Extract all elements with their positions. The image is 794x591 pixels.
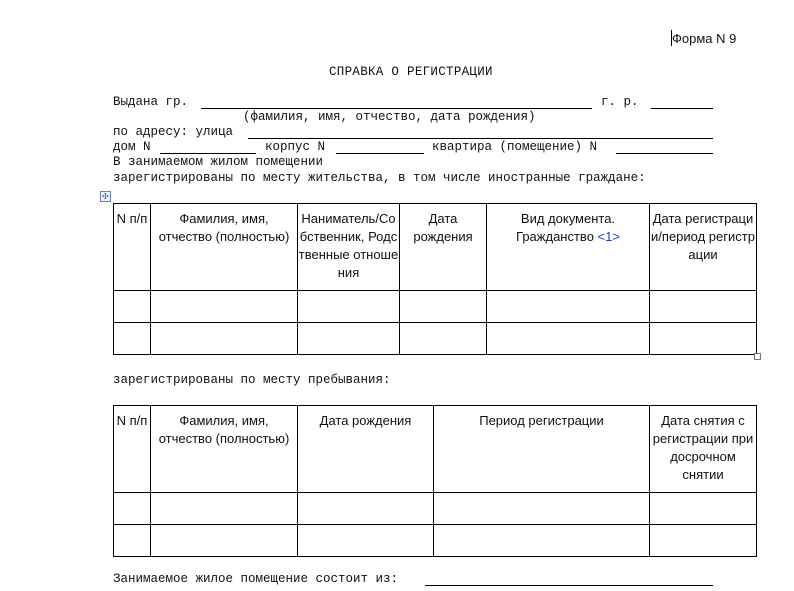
table-row — [114, 493, 757, 525]
header-fio: Фамилия, имя, отчество (полностью) — [151, 204, 298, 291]
header-document-label: Вид документа. Гражданство — [516, 211, 616, 244]
header-birth-date: Дата рождения — [298, 406, 434, 493]
fio-field-line[interactable] — [201, 108, 592, 109]
apartment-label: квартира (помещение) N — [432, 140, 598, 154]
header-number: N п/п — [114, 204, 151, 291]
issued-to-label: Выдана гр. — [113, 95, 189, 109]
table-move-handle-icon[interactable]: ✣ — [100, 191, 111, 202]
table-cell[interactable] — [400, 323, 487, 355]
house-label: дом N — [113, 140, 151, 154]
header-registration-date: Дата регистрации/период регистрации — [650, 204, 757, 291]
table-cell[interactable] — [298, 493, 434, 525]
table-row — [114, 291, 757, 323]
header-relation: Наниматель/Собственник, Родственные отношения — [298, 204, 400, 291]
table-cell[interactable] — [487, 291, 650, 323]
table-cell[interactable] — [298, 525, 434, 557]
table-cell[interactable] — [114, 323, 151, 355]
table-cell[interactable] — [151, 323, 298, 355]
header-fio: Фамилия, имя, отчество (полностью) — [151, 406, 298, 493]
address-street-label: по адресу: улица — [113, 125, 234, 139]
apartment-line[interactable] — [616, 153, 713, 154]
consists-of-line[interactable] — [425, 585, 713, 586]
table-row — [114, 525, 757, 557]
header-deregistration-date: Дата снятия с регистрации при досрочном снятии — [650, 406, 757, 493]
table-cell[interactable] — [114, 493, 151, 525]
building-line[interactable] — [336, 153, 424, 154]
table-cell[interactable] — [114, 291, 151, 323]
table-cell[interactable] — [400, 291, 487, 323]
table-cell[interactable] — [434, 493, 650, 525]
table-cell[interactable] — [151, 291, 298, 323]
header-number: N п/п — [114, 406, 151, 493]
table-cell[interactable] — [114, 525, 151, 557]
consists-of-label: Занимаемое жилое помещение состоит из: — [113, 572, 399, 586]
house-line[interactable] — [160, 153, 256, 154]
birth-year-label: г. р. — [601, 95, 639, 109]
table-cell[interactable] — [650, 525, 757, 557]
header-period: Период регистрации — [434, 406, 650, 493]
header-document — [487, 204, 650, 291]
stay-table — [113, 405, 757, 557]
header-birth-date: Дата рождения — [400, 204, 487, 291]
document-title: СПРАВКА О РЕГИСТРАЦИИ — [329, 65, 493, 79]
footnote-link[interactable]: <1> — [597, 229, 620, 244]
table-cell[interactable] — [298, 291, 400, 323]
registered-residence-label: зарегистрированы по месту жительства, в том числе иностранные граждане: — [113, 171, 646, 185]
table-row — [114, 323, 757, 355]
table-cell[interactable] — [298, 323, 400, 355]
table-cell[interactable] — [151, 493, 298, 525]
table-cell[interactable] — [151, 525, 298, 557]
street-line[interactable] — [248, 138, 713, 139]
birth-year-line[interactable] — [651, 108, 713, 109]
table-cell[interactable] — [487, 323, 650, 355]
form-number: Форма N 9 — [672, 31, 737, 46]
fio-hint: (фамилия, имя, отчество, дата рождения) — [243, 110, 536, 124]
occupied-line: В занимаемом жилом помещении — [113, 155, 324, 169]
building-label: корпус N — [265, 140, 326, 154]
table-cell[interactable] — [650, 323, 757, 355]
residence-table — [113, 203, 757, 355]
registered-stay-label: зарегистрированы по месту пребывания: — [113, 373, 391, 387]
table-cell[interactable] — [650, 493, 757, 525]
table-cell[interactable] — [434, 525, 650, 557]
table-resize-handle[interactable] — [754, 353, 761, 360]
table-cell[interactable] — [650, 291, 757, 323]
